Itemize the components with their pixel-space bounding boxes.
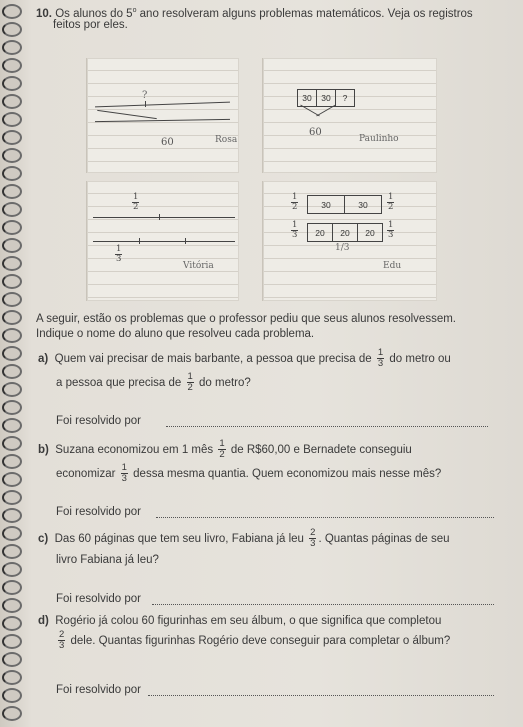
vitoria-third-tick-1: [139, 238, 140, 244]
spiral-ring: [2, 22, 22, 37]
frac-den: 3: [59, 640, 65, 652]
vitoria-third-line: [93, 241, 235, 242]
vitoria-half-den: 2: [133, 202, 139, 212]
spiral-ring: [2, 274, 22, 289]
spiral-ring: [2, 706, 22, 721]
spiral-ring: [2, 112, 22, 127]
edu-row2-box-2: 20: [332, 223, 358, 242]
spiral-ring: [2, 382, 22, 397]
spiral-ring: [2, 490, 22, 505]
spiral-ring: [2, 418, 22, 433]
frac-den: 2: [187, 382, 193, 394]
spiral-ring: [2, 436, 22, 451]
drawing-rosa: [86, 58, 239, 173]
drawing-vitoria: [86, 181, 239, 301]
intro-text-line2: feitos por eles.: [53, 19, 128, 31]
paulinho-name: Paulinho: [359, 134, 399, 144]
rosa-tick: [145, 101, 146, 107]
question-b-text3: economizar: [56, 468, 116, 480]
question-b-text2: de R$60,00 e Bernadete conseguiu: [230, 444, 412, 456]
question-b: [38, 438, 412, 462]
vitoria-name: Vitória: [183, 261, 214, 271]
vitoria-half-line: [93, 217, 235, 218]
edu-row1-box-1: 30: [307, 195, 345, 214]
intro-text: Os alunos do 5: [55, 7, 133, 20]
question-a-frac1: [377, 348, 384, 369]
question-d-letter: d): [38, 615, 49, 627]
spiral-ring: [2, 148, 22, 163]
answer-line-a[interactable]: [166, 426, 488, 427]
question-number: 10.: [36, 7, 52, 20]
question-c-frac1: [309, 528, 316, 549]
edu-row1-frac: [291, 193, 298, 212]
edu-name: Edu: [383, 261, 402, 271]
question-c-line2: livro Fabiana já leu?: [56, 554, 159, 566]
question-b-text1: Suzana economizou em 1 mês: [55, 444, 214, 456]
frac-num: 2: [310, 527, 316, 539]
vitoria-frac-third: [115, 245, 122, 264]
rosa-top-line: [95, 102, 230, 108]
vitoria-frac-half: [132, 193, 139, 212]
frac-num: 1: [187, 371, 193, 383]
question-c: [38, 527, 450, 551]
spiral-ring: [2, 508, 22, 523]
answer-label-a: Foi resolvido por: [56, 415, 142, 427]
edu-row2-frac: [291, 221, 298, 240]
answer-line-c[interactable]: [152, 604, 494, 605]
spiral-ring: [2, 238, 22, 253]
question-b-frac1: [218, 439, 225, 460]
edu-row2-right-num: 1: [388, 220, 394, 230]
spiral-ring: [2, 616, 22, 631]
vitoria-third-den: 3: [116, 254, 122, 264]
question-a-text1: Quem vai precisar de mais barbante, a pessoa que precisa de: [54, 353, 372, 365]
edu-row1-frac-right: [387, 193, 394, 212]
spiral-ring: [2, 634, 22, 649]
answer-line-d[interactable]: [148, 695, 494, 696]
drawing-paulinho: [262, 58, 437, 173]
spiral-ring: [2, 652, 22, 667]
spiral-ring: [2, 544, 22, 559]
question-a-text3: a pessoa que precisa de: [56, 377, 182, 389]
edu-row2-box-1: 20: [307, 223, 333, 242]
question-a-text4: do metro?: [199, 377, 251, 389]
frac-den: 3: [121, 473, 127, 485]
question-a-frac2: [187, 372, 194, 393]
question-b-line2: [56, 462, 441, 486]
question-b-letter: b): [38, 444, 49, 456]
rosa-bottom-line: [95, 119, 230, 122]
instructions-line2: Indique o nome do aluno que resolveu cada problema.: [36, 328, 315, 340]
edu-row2-right-den: 3: [388, 230, 394, 240]
spiral-ring: [2, 256, 22, 271]
spiral-ring: [2, 400, 22, 415]
intro-text-cont: ano resolveram alguns problemas matemáticos. Veja os registros: [136, 7, 473, 20]
spiral-ring: [2, 4, 22, 19]
question-a-line2: [56, 371, 251, 395]
vitoria-third-num: 1: [116, 244, 122, 254]
edu-row1-right-den: 2: [388, 202, 394, 212]
spiral-ring: [2, 472, 22, 487]
answer-label-b: Foi resolvido por: [56, 506, 142, 518]
spiral-ring: [2, 328, 22, 343]
answer-line-b[interactable]: [156, 517, 494, 518]
spiral-ring: [2, 58, 22, 73]
spiral-ring: [2, 130, 22, 145]
spiral-ring: [2, 76, 22, 91]
spiral-ring: [2, 688, 22, 703]
edu-row1-den: 2: [292, 202, 298, 212]
frac-den: 2: [219, 449, 225, 461]
frac-den: 3: [377, 358, 384, 370]
vitoria-half-tick: [159, 214, 160, 220]
rosa-slant-line: [97, 110, 157, 119]
paulinho-box-2: 30: [316, 89, 336, 107]
paulinho-60-label: 60: [309, 127, 322, 138]
question-c-text2: . Quantas páginas de seu: [318, 533, 450, 545]
edu-row1-box-2: 30: [344, 195, 382, 214]
question-c-letter: c): [38, 533, 49, 545]
edu-row2-frac-right: [387, 221, 394, 240]
answer-label-c: Foi resolvido por: [56, 593, 142, 605]
spiral-ring: [2, 454, 22, 469]
spiral-binding: [0, 0, 22, 727]
spiral-ring: [2, 580, 22, 595]
instructions-line1: A seguir, estão os problemas que o professor pediu que seus alunos resolvessem.: [36, 313, 456, 325]
answer-label-d: Foi resolvido por: [56, 684, 142, 696]
edu-row1-num: 1: [292, 192, 298, 202]
question-c-text1: Das 60 páginas que tem seu livro, Fabiana já leu: [54, 533, 304, 545]
spiral-ring: [2, 202, 22, 217]
frac-num: 1: [121, 462, 127, 474]
question-d: [38, 614, 441, 629]
question-d-line2: [56, 629, 450, 653]
spiral-ring: [2, 526, 22, 541]
frac-num: 2: [59, 629, 65, 641]
rosa-name: Rosa: [215, 135, 238, 145]
spiral-ring: [2, 670, 22, 685]
ordinal-sup: o: [132, 7, 137, 14]
question-d-text2: dele. Quantas figurinhas Rogério deve conseguir para completar o álbum?: [70, 635, 451, 647]
edu-caption: 1/3: [335, 243, 350, 253]
spiral-ring: [2, 562, 22, 577]
spiral-ring: [2, 40, 22, 55]
rosa-question-mark: ?: [142, 90, 148, 101]
frac-num: 1: [219, 438, 225, 450]
drawing-edu: [262, 181, 437, 301]
question-a: [38, 347, 451, 371]
rosa-60-label: 60: [161, 137, 174, 148]
question-d-text1: Rogério já colou 60 figurinhas em seu álbum, o que significa que completou: [55, 615, 442, 627]
paulinho-box-1: 30: [297, 89, 317, 107]
edu-row2-num: 1: [292, 220, 298, 230]
edu-row2-box-3: 20: [357, 223, 383, 242]
question-b-frac2: [121, 463, 128, 484]
edu-row2-den: 3: [292, 230, 298, 240]
vitoria-third-tick-2: [185, 238, 186, 244]
question-b-text4: dessa mesma quantia. Quem economizou mais nesse mês?: [133, 468, 442, 480]
paulinho-box-3: ?: [335, 89, 355, 107]
spiral-ring: [2, 310, 22, 325]
spiral-ring: [2, 598, 22, 613]
spiral-ring: [2, 184, 22, 199]
vitoria-half-num: 1: [133, 192, 139, 202]
spiral-ring: [2, 364, 22, 379]
spiral-ring: [2, 346, 22, 361]
frac-den: 3: [310, 538, 316, 550]
spiral-ring: [2, 220, 22, 235]
spiral-ring: [2, 94, 22, 109]
question-a-letter: a): [38, 353, 49, 365]
question-a-text2: do metro ou: [389, 353, 451, 365]
frac-num: 1: [377, 347, 384, 359]
spiral-ring: [2, 292, 22, 307]
spiral-ring: [2, 166, 22, 181]
edu-row1-right-num: 1: [388, 192, 394, 202]
question-d-frac1: [58, 630, 65, 651]
